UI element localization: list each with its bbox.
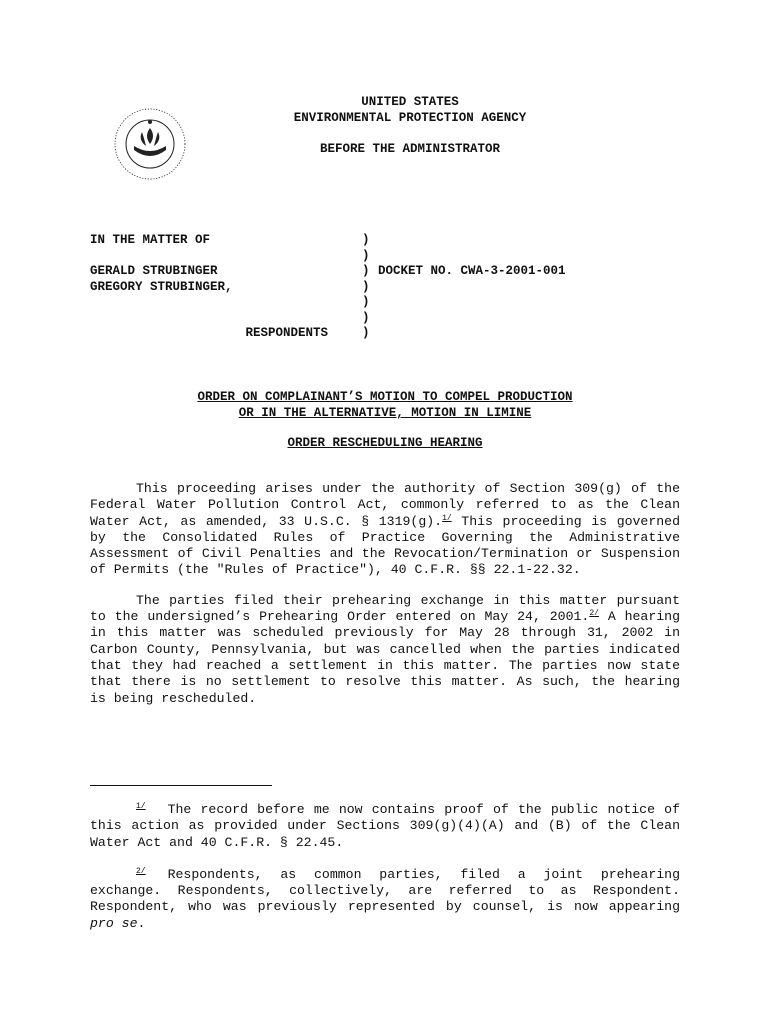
caption-paren: )	[362, 264, 370, 278]
caption-paren: )	[362, 233, 370, 247]
footnote-mark-2: 2/	[136, 866, 146, 876]
footnote-ref-1: 1/	[442, 513, 452, 523]
respondent-name-1: GERALD STRUBINGER	[90, 264, 218, 278]
epa-seal-icon	[112, 106, 188, 182]
footnotes	[90, 802, 680, 948]
header-line-3: BEFORE THE ADMINISTRATOR	[319, 142, 501, 156]
footnote-divider	[90, 785, 272, 786]
paragraph-2: The parties filed their prehearing exchange in this matter pursuant to the undersigned’s Prehearing Order entered on May 24, 2001.$^{2/}$ A hearing in this matter was scheduled previously for May 28 through 31, 2002 in Carbon County, Pennsylvania, but was cancelled when the parties indicated that they had reached a settlement in this matter. The parties now state that there is no settlement to resolve this matter. As such, the hearing is being rescheduled.	[90, 592, 681, 706]
caption-paren: )	[362, 248, 370, 263]
order-title-rescheduling: ORDER RESCHEDULING HEARING	[287, 436, 483, 450]
caption-paren: )	[362, 310, 370, 325]
case-caption	[90, 233, 650, 342]
matter-label: IN THE MATTER OF	[90, 233, 211, 247]
order-titles	[90, 389, 680, 451]
order-title-line-1: ORDER ON COMPLAINANT’S MOTION TO COMPEL PRODUCTION	[197, 390, 573, 404]
caption-paren: )	[362, 326, 370, 340]
header-line-1: UNITED STATES	[361, 95, 459, 109]
footnote-1: $^{1/}$ The record before me now contains proof of the public notice of this action as provided under Sections 309(g)(4)(A) and (B) of the Clean Water Act and 40 C.F.R. § 22.45.	[90, 802, 680, 850]
footnote-ref-2: 2/	[589, 609, 599, 619]
respondents-label: RESPONDENTS	[245, 326, 328, 340]
header-line-2: ENVIRONMENTAL PROTECTION AGENCY	[293, 111, 527, 125]
order-title-line-2: OR IN THE ALTERNATIVE, MOTION IN LIMINE	[238, 406, 532, 420]
paragraph-1: This proceeding arises under the authority of Section 309(g) of the Federal Water Pollution Control Act, commonly referred to as the Clean Water Act, as amended, 33 U.S.C. § 1319(g).$^{1/}$ This proceeding is governed by the Consolidated Rules of Practice Governing the Administrative Assessment of Civil Penalties and the Revocation/Termination or Suspension of Permits (the "Rules of Practice"), 40 C.F.R. §§ 22.1-22.32.	[90, 481, 681, 578]
caption-paren: )	[362, 295, 370, 309]
document-body	[90, 481, 680, 721]
footnote-mark-1: 1/	[136, 802, 146, 811]
respondent-name-2: GREGORY STRUBINGER,	[90, 279, 233, 294]
agency-header	[230, 94, 590, 157]
caption-paren: )	[362, 279, 370, 294]
docket-number: DOCKET NO. CWA-3-2001-001	[378, 264, 566, 278]
footnote-2: $^{2/}$ Respondents, as common parties, filed a joint prehearing exchange. Respondents, collectively, are referred to as Respondent. Respondent, who was previously represented by counsel, is now appearing pro se.	[90, 866, 680, 931]
